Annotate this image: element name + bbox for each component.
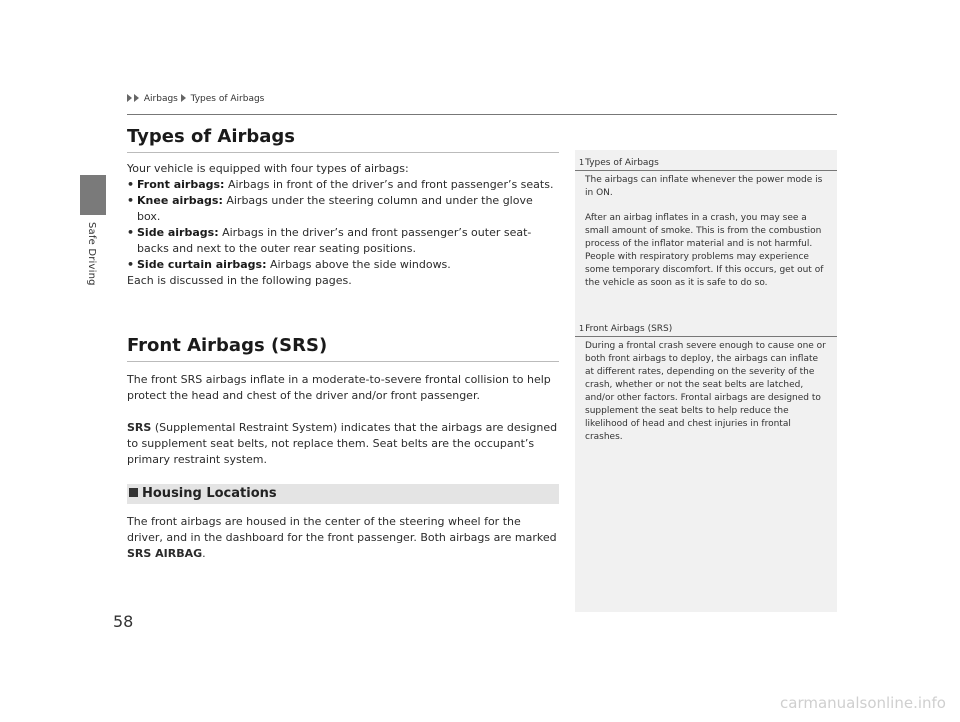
breadcrumb-item[interactable]: Types of Airbags (190, 94, 265, 104)
list-item: • Knee airbags: Airbags under the steering column and under the glove box. (127, 193, 559, 225)
notes-panel (575, 150, 837, 612)
square-bullet-icon (129, 488, 138, 497)
page-number: 58 (113, 612, 134, 631)
header-rule (127, 114, 837, 115)
note-text: The airbags can inflate whenever the power mode is in ON. (585, 175, 823, 198)
note (575, 322, 837, 456)
main-content (127, 126, 559, 562)
list-item: • Front airbags: Airbags in front of the driver’s and front passenger’s seats. (127, 177, 559, 193)
section-tab (80, 175, 106, 215)
section-title: Types of Airbags (127, 126, 296, 147)
side-section-label: Safe Driving (86, 222, 97, 286)
breadcrumb-arrow-icon (134, 94, 139, 102)
breadcrumb (127, 94, 264, 104)
intro-text: Your vehicle is equipped with four types of airbags: (127, 162, 409, 175)
paragraph: The front SRS airbags inflate in a moderate-to-severe frontal collision to help protect the head and chest of the driver and/or front passenger. (127, 373, 551, 402)
note-title[interactable]: Front Airbags (SRS) (585, 324, 673, 334)
breadcrumb-item[interactable]: Airbags (143, 94, 178, 104)
list-item: • Side airbags: Airbags in the driver’s and front passenger’s outer seat-backs and next to the outer rear seating positions. (127, 225, 559, 257)
list-item: • Side curtain airbags: Airbags above the side windows. (127, 257, 559, 273)
outro-text: Each is discussed in the following pages. (127, 274, 352, 287)
note-ref-icon: 1 (579, 324, 585, 333)
note-text: After an airbag inflates in a crash, you may see a small amount of smoke. This is from the combustion process of the inflator material and is not harmful. People with respiratory problems may experience some temporary discomfort. If this occurs, get out of the vehicle as soon as it is safe to do so. (585, 213, 824, 288)
paragraph: SRS (Supplemental Restraint System) indicates that the airbags are designed to supplement seat belts, not replace them. Seat belts are the occupant’s primary restraint system. (127, 421, 558, 466)
subsection-header: Housing Locations (127, 484, 559, 504)
note-ref-icon: 1 (579, 158, 585, 167)
note-title[interactable]: Types of Airbags (585, 158, 659, 168)
airbag-types-list (127, 177, 559, 273)
section-title: Front Airbags (SRS) (127, 335, 328, 356)
note-text: During a frontal crash severe enough to cause one or both front airbags to deploy, the airbags can inflate at different rates, depending on the severity of the crash, whether or not the seat belts are latched, and/or other factors. Frontal airbags are designed to supplement the seat belts to help reduce the likelihood of head and chest injuries in frontal crashes. (585, 341, 826, 442)
paragraph: The front airbags are housed in the center of the steering wheel for the driver, and in the dashboard for the front passenger. Both airbags are marked SRS AIRBAG. (127, 515, 557, 560)
breadcrumb-arrow-icon (181, 94, 186, 102)
watermark: carmanualsonline.info (780, 694, 946, 712)
breadcrumb-arrow-icon (127, 94, 132, 102)
note (575, 156, 837, 302)
